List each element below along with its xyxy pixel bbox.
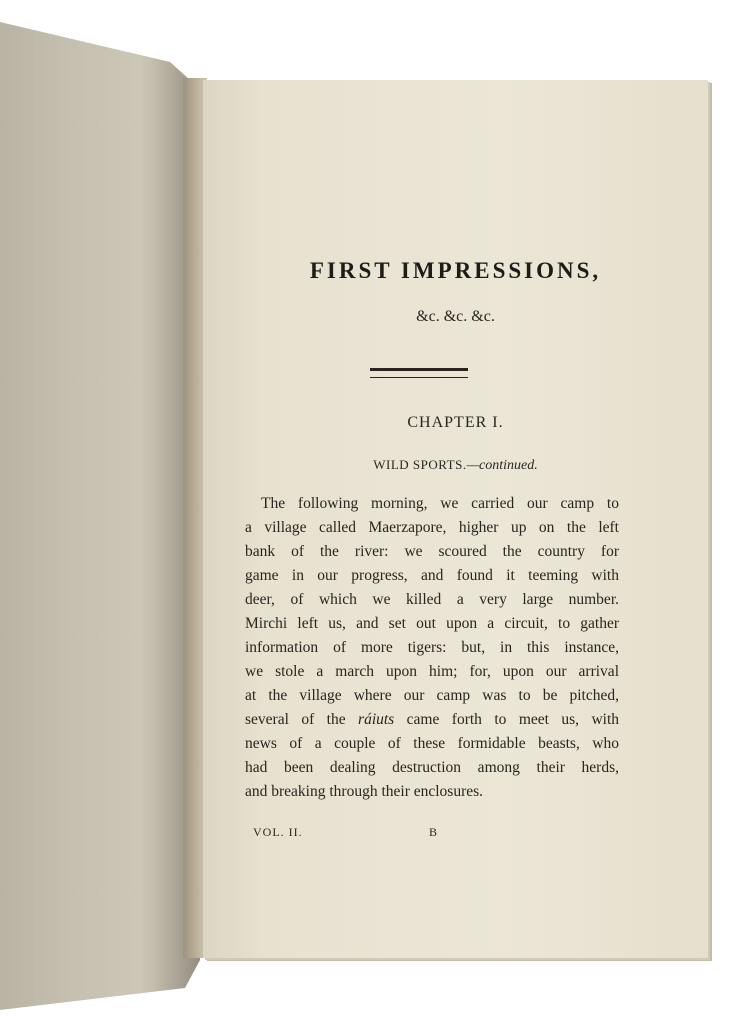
text-line: deer, of which we killed a very large number.	[245, 591, 619, 608]
book-title: FIRST IMPRESSIONS,	[309, 258, 602, 283]
section-heading	[203, 457, 708, 474]
text-line: we stole a march upon him; for, upon our arrival	[245, 663, 619, 680]
text-line: Mirchi left us, and set out upon a circuit, to gather	[245, 615, 619, 632]
signature-mark: B	[429, 825, 439, 839]
book-subtitle: &c. &c. &c.	[416, 308, 495, 325]
text-line: news of a couple of these formidable beasts, who	[245, 735, 619, 752]
text-line: information of more tigers: but, in this instance,	[245, 639, 619, 656]
chapter-heading: CHAPTER I.	[407, 414, 504, 431]
right-page	[203, 80, 708, 958]
section-name: WILD SPORTS.	[373, 457, 467, 472]
text-line: at the village where our camp was to be pitched,	[245, 687, 619, 704]
left-page	[0, 0, 200, 1024]
text-line: had been dealing destruction among their herds,	[245, 759, 619, 776]
text-segment: came forth to meet us, with	[406, 711, 619, 728]
text-line: bank of the river: we scoured the country for	[245, 543, 619, 560]
text-line: and breaking through their enclosures.	[245, 783, 484, 800]
text-line-mixed	[245, 708, 619, 732]
body-paragraph	[245, 492, 619, 804]
text-line: The following morning, we carried our camp to	[261, 495, 619, 512]
text-line: a village called Maerzapore, higher up on the left	[245, 519, 619, 536]
volume-number: VOL. II.	[253, 825, 303, 839]
text-line: game in our progress, and found it teeming with	[245, 567, 619, 584]
decorative-rule	[370, 368, 468, 378]
text-segment: several of the	[245, 711, 346, 728]
section-continued: —continued.	[466, 458, 538, 473]
italic-term: ráiuts	[358, 711, 395, 728]
